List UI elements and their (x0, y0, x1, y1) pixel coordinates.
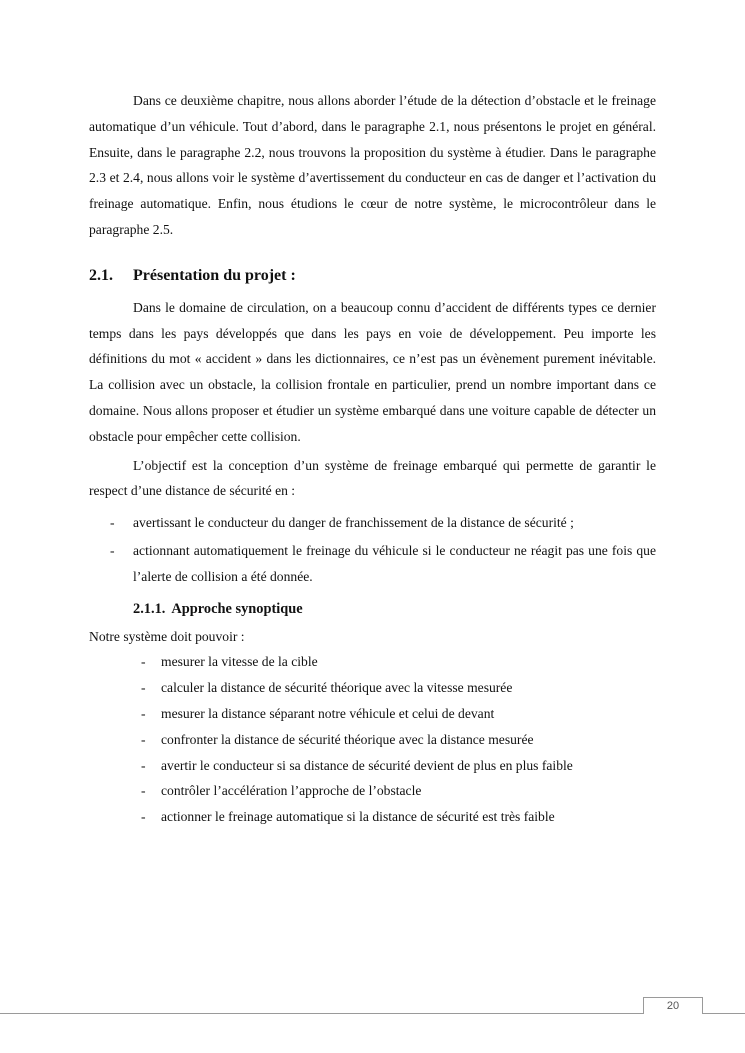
dash-bullet: - (141, 654, 146, 670)
subsection-intro: Notre système doit pouvoir : (89, 628, 245, 644)
dash-bullet: - (141, 705, 146, 721)
capability-list (89, 649, 656, 830)
list-item (89, 675, 656, 701)
list-item (89, 538, 656, 590)
footer-divider (0, 1013, 745, 1014)
list-item (89, 510, 656, 536)
list-item (89, 753, 656, 779)
dash-bullet: - (141, 680, 146, 696)
list-item (89, 701, 656, 727)
list-item-text: contrôler l’accélération l’approche de l’obstacle (161, 783, 422, 799)
list-item (89, 804, 656, 830)
dash-bullet: - (141, 731, 146, 747)
list-item-text: mesurer la vitesse de la cible (161, 654, 318, 670)
list-item-text: actionner le freinage automatique si la distance de sécurité est très faible (161, 809, 555, 825)
dash-bullet: - (141, 783, 146, 799)
dash-bullet: - (141, 757, 146, 773)
intro-paragraph: Dans ce deuxième chapitre, nous allons aborder l’étude de la détection d’obstacle et le freinage automatique d’un véhicule. Tout d’abord, dans le paragraphe 2.1, nous présentons le projet en général. Ensuite, dans le paragraphe 2.2, nous trouvons la proposition du système à étudier. Dans le paragraphe 2.3 et 2.4, nous allons voir le système d’avertissement du conducteur en cas de danger et l’activation du freinage automatique. Enfin, nous étudions le cœur de notre système, le microcontrôleur dans le paragraphe 2.5. (89, 93, 656, 237)
dash-bullet: - (141, 809, 146, 825)
list-item (89, 649, 656, 675)
list-item (89, 778, 656, 804)
list-item-text: avertissant le conducteur du danger de franchissement de la distance de sécurité ; (133, 515, 574, 531)
dash-bullet: - (110, 515, 115, 531)
section-number: 2.1. (89, 266, 113, 284)
section-paragraph-1: Dans le domaine de circulation, on a beaucoup connu d’accident de différents types ce dernier temps dans les pays développés que dans les pays en voie de développement. Peu importe les définitions du mot « accident » dans les dictionnaires, ce n’est pas un évènement purement inévitable. La collision avec un obstacle, la collision frontale en particulier, prend un nombre important dans ce domaine. Nous allons proposer et étudier un système embarqué dans une voiture capable de détecter un obstacle pour empêcher cette collision. (89, 299, 656, 444)
subsection-title: Approche synoptique (171, 600, 303, 617)
subsection-heading (133, 598, 656, 620)
section-title: Présentation du projet : (133, 266, 296, 284)
list-item (89, 727, 656, 753)
list-item-text: mesurer la distance séparant notre véhicule et celui de devant (161, 705, 495, 721)
objective-list (89, 510, 656, 589)
page-number: 20 (643, 997, 703, 1014)
list-item-text: confronter la distance de sécurité théorique avec la distance mesurée (161, 731, 534, 747)
section-heading (89, 265, 656, 287)
list-item-text: calculer la distance de sécurité théorique avec la vitesse mesurée (161, 680, 513, 696)
list-item-text: actionnant automatiquement le freinage du véhicule si le conducteur ne réagit pas une fois que l’alerte de collision a été donnée. (133, 542, 656, 584)
section-paragraph-2: L’objectif est la conception d’un système de freinage embarqué qui permette de garantir le respect d’une distance de sécurité en : (89, 457, 656, 499)
page-content (89, 88, 656, 830)
list-item-text: avertir le conducteur si sa distance de sécurité devient de plus en plus faible (161, 757, 573, 773)
dash-bullet: - (110, 542, 115, 558)
subsection-number: 2.1.1. (133, 600, 166, 617)
